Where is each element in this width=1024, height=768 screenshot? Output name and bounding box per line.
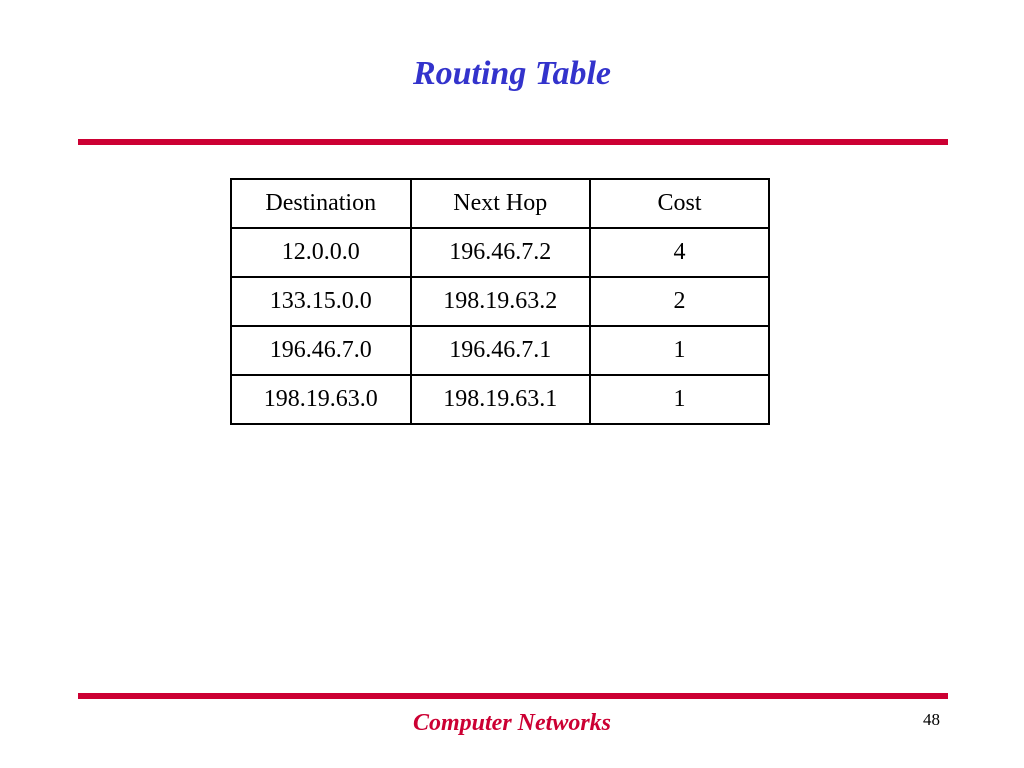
- header-next-hop: Next Hop: [411, 179, 591, 228]
- table-row: [231, 326, 769, 375]
- next-hop-cell: 198.19.63.1: [411, 375, 591, 424]
- header-destination: Destination: [231, 179, 411, 228]
- destination-cell: 12.0.0.0: [231, 228, 411, 277]
- next-hop-cell: 196.46.7.2: [411, 228, 591, 277]
- table-row: [231, 277, 769, 326]
- table-row: [231, 228, 769, 277]
- next-hop-cell: 196.46.7.1: [411, 326, 591, 375]
- header-cost: Cost: [590, 179, 769, 228]
- top-divider: [78, 139, 948, 145]
- table-header-row: [231, 179, 769, 228]
- bottom-divider: [78, 693, 948, 699]
- table-row: [231, 375, 769, 424]
- footer-title: Computer Networks: [412, 710, 612, 736]
- destination-cell: 196.46.7.0: [231, 326, 411, 375]
- cost-cell: 4: [590, 228, 769, 277]
- destination-cell: 133.15.0.0: [231, 277, 411, 326]
- cost-cell: 1: [590, 326, 769, 375]
- cost-cell: 2: [590, 277, 769, 326]
- next-hop-cell: 198.19.63.2: [411, 277, 591, 326]
- cost-cell: 1: [590, 375, 769, 424]
- slide-title: Routing Table: [412, 55, 612, 92]
- destination-cell: 198.19.63.0: [231, 375, 411, 424]
- page-number: 48: [923, 710, 940, 729]
- routing-table: [230, 178, 770, 425]
